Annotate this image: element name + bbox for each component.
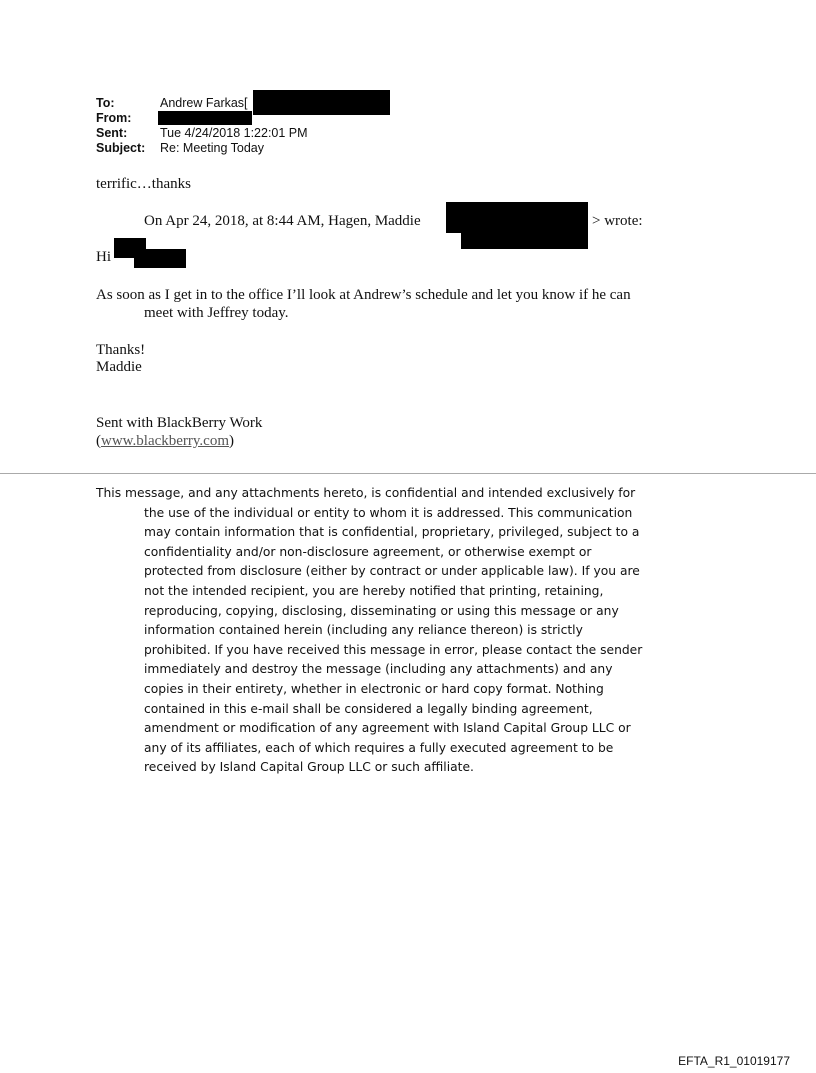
message-line-2: meet with Jeffrey today.: [144, 305, 289, 321]
link-close-paren: ): [229, 433, 235, 449]
thanks-text: Thanks!: [96, 342, 146, 358]
blackberry-link-line: [96, 432, 234, 450]
disclaimer-line: prohibited. If you have received this message in error, please contact the sender: [144, 642, 643, 657]
reply-text: terrific…thanks: [96, 176, 191, 192]
sent-label: Sent:: [96, 126, 128, 140]
message-line-1: As soon as I get in to the office I’ll look at Andrew’s schedule and let you know if he can: [96, 287, 631, 303]
disclaimer-line: any of its affiliates, each of which requires a fully executed agreement to be: [144, 740, 614, 755]
disclaimer-line: immediately and destroy the message (including any attachments) and any: [144, 662, 613, 677]
redaction-quote-email-2: [461, 231, 588, 249]
disclaimer-line: contained in this e-mail shall be considered a legally binding agreement,: [144, 701, 593, 716]
redaction-to-email: [253, 90, 390, 115]
blackberry-link[interactable]: www.blackberry.com: [101, 433, 230, 449]
disclaimer-line: protected from disclosure (either by contract or under applicable law). If you are: [144, 564, 640, 579]
disclaimer-line: confidentiality and/or non-disclosure agreement, or otherwise exempt or: [144, 544, 592, 559]
to-value: Andrew Farkas[: [160, 96, 248, 110]
subject-label: Subject:: [96, 141, 146, 155]
redaction-greeting-name-2: [134, 249, 186, 268]
disclaimer-line: may contain information that is confidential, proprietary, privileged, subject to a: [144, 525, 640, 540]
divider: [0, 473, 816, 474]
disclaimer-line: reproducing, copying, disclosing, disseminating or using this message or any: [144, 603, 619, 618]
disclaimer-line: information contained herein (including any reliance thereon) is strictly: [144, 623, 583, 638]
link-open-paren: (: [96, 433, 101, 449]
redaction-quote-email: [446, 202, 588, 233]
to-label: To:: [96, 96, 115, 110]
greeting: Hi: [96, 249, 111, 265]
confidentiality-disclaimer: [96, 484, 676, 778]
from-label: From:: [96, 111, 132, 125]
disclaimer-line: copies in their entirety, whether in electronic or hard copy format. Nothing: [144, 681, 604, 696]
disclaimer-line: not the intended recipient, you are hereby notified that printing, retaining,: [144, 583, 604, 598]
signoff-name: Maddie: [96, 359, 142, 375]
subject-value: Re: Meeting Today: [160, 141, 264, 155]
disclaimer-line: amendment or modification of any agreement with Island Capital Group LLC or: [144, 721, 631, 736]
quote-intro: On Apr 24, 2018, at 8:44 AM, Hagen, Maddie: [144, 213, 421, 229]
sent-value: Tue 4/24/2018 1:22:01 PM: [160, 126, 308, 140]
quote-intro-end: > wrote:: [592, 213, 643, 229]
disclaimer-line: received by Island Capital Group LLC or such affiliate.: [144, 760, 474, 775]
disclaimer-line: the use of the individual or entity to whom it is addressed. This communication: [144, 505, 633, 520]
redaction-from: [158, 111, 252, 125]
disclaimer-line: This message, and any attachments hereto, is confidential and intended exclusively for: [96, 486, 636, 500]
document-id: EFTA_R1_01019177: [678, 1054, 790, 1068]
sent-with-text: Sent with BlackBerry Work: [96, 415, 263, 431]
